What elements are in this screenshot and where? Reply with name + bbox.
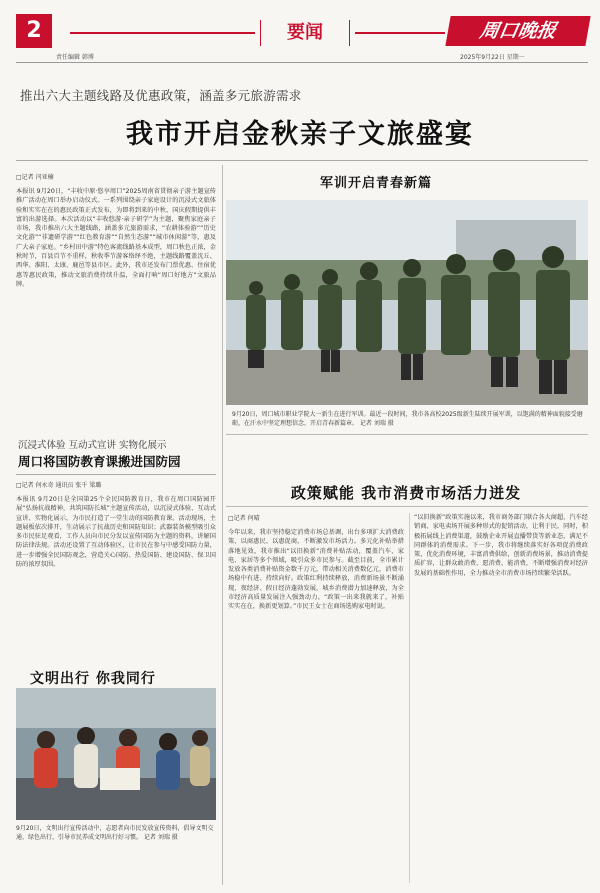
lead-article xyxy=(16,172,216,435)
newspaper-logo: 周口晚报 xyxy=(445,16,590,46)
military-caption: 9月20日，周口城市职业学院大一新生在进行军训。最近一段时间，我市各高校2025级新生陆续开展军训，以饱满的精神面貌接受磨砺，在汗水中坚定理想信念，开启青春新篇章。 记者 刘瑞 摄 xyxy=(232,411,583,427)
defense-kicker: 沉浸式体验 互动式宣讲 实物化展示 xyxy=(18,440,167,451)
lead-byline: □记者 闫亚楠 xyxy=(16,174,54,181)
headline-divider xyxy=(16,160,588,161)
consumption-divider xyxy=(226,506,588,507)
header-divider xyxy=(16,62,588,63)
defense-byline: □记者 何永奇 通讯员 张千 梁璐 xyxy=(16,482,102,489)
caption-divider xyxy=(226,434,588,435)
consumption-byline: □记者 何晴 xyxy=(228,515,260,522)
military-training-photo xyxy=(226,200,588,405)
volunteers-photo xyxy=(16,688,216,820)
defense-headline: 周口将国防教育课搬进国防园 xyxy=(18,454,181,469)
lead-body: 本报讯 9月20日，“丰收中原·悠享周口”2025周南省贯彻亲子游主题宣传推广活动在周口举办启动仪式。一系列围绕亲子家庭设计的沉浸式文旅体验和实实在在的惠民政策正式发布，为即将到来的中秋、国庆假期提供丰富的出游选择。本次活动以“丰收悠游·亲子研学”为主题，聚焦家庭亲子市场，我市推出六大主题线路，涵盖多元旅游需求，“农耕体验游”“历史文化游”“非遗研学游”“红色教育游”“自然生态游”“城市休闲游”等，惠及广大亲子家庭。“乡村田中游”特色客流线路基本成型，周口秋色正浓，金秋时节，百县百节不重样，秋收季节游客络绎不绝，主题线路覆盖沈丘、西华、淮阳、太康、鹿邑等县市区。此外，我市还发布门票优惠、住宿优惠等惠民政策，推动文旅消费持续升温，全面打响“周口好地方”文旅品牌。 xyxy=(16,188,216,288)
page-number: 2 xyxy=(16,14,52,48)
header-rule-left xyxy=(70,32,255,34)
consumption-column-a xyxy=(228,513,404,883)
defense-article xyxy=(16,480,216,655)
defense-body: 本报讯 9月20日是全国第25个全民国防教育日，我市在周口国防园开展“弘扬抗战精神，共筑国防长城”主题宣传活动，以沉浸式体验、互动式宣讲、实物化展示，为市民打造了一堂生动的国防教育课。活动现场，主题展板依次排开，生动展示了抗战历史和国防知识；武器装备模型吸引众多市民驻足观看，工作人员向市民分发以宣传国防为主题的资料，讲解国防法律法规。活动还设置了互动体验区，让市民在参与中感受国防力量，进一步增强全民国防观念，营造关心国防、热爱国防、建设国防、保卫国防的浓厚氛围。 xyxy=(16,496,216,569)
column-divider xyxy=(222,165,223,885)
lead-kicker: 推出六大主题线路及优惠政策，涵盖多元旅游需求 xyxy=(20,88,302,103)
lead-headline: 我市开启金秋亲子文旅盛宴 xyxy=(126,119,474,150)
consumption-column-b xyxy=(414,513,588,881)
consumption-body-b: “以旧换新”政策实施以来，我市商务部门联合各大商超、汽车经销商、家电卖场开展多种形式的促销活动，让利于民。同时，积极拓展线上消费渠道，鼓励企业开展直播带货等新业态，满足不同群体的消费需求。下一步，我市将继续落实好各项促消费政策，优化消费环境，丰富消费供给，创新消费场景，推动消费提质扩容，让群众敢消费、愿消费、能消费，不断增强消费对经济发展的基础性作用，全力推动全市消费市场持续繁荣活跃。 xyxy=(414,514,588,577)
consumption-body-a: 今年以来，我市坚持稳定消费市场总基调，出台多项扩大消费政策，以商惠民、以惠促商，不断激发市场活力。多元化补贴举措落地见效，我市推出“以旧换新”消费补贴活动，覆盖汽车、家电、家居等多个领域，吸引众多市民参与。截至目前，全市累计发放各类消费补贴资金数千万元，带动相关消费数亿元，消费市场稳中有进、持续向好。政策红利持续释放，消费新场景不断涌现，夜经济、假日经济蓬勃发展，城乡消费潜力加速释放，为全市经济高质量发展注入强劲动力。“政策一出来我就来了，补贴实实在在，换新更划算。”市民王女士在商场选购家电时说。 xyxy=(228,529,404,611)
editor-info: 责任编辑 韩博 xyxy=(56,54,94,61)
consumption-headline: 政策赋能 我市消费市场活力迸发 xyxy=(290,484,522,502)
section-label: 要闻 xyxy=(260,20,350,46)
column-divider-2 xyxy=(409,513,410,883)
civilized-headline: 文明出行 你我同行 xyxy=(30,671,156,687)
defense-divider xyxy=(16,474,216,475)
civilized-caption: 9月20日，文明出行宣传活动中，志愿者向市民发放宣传资料，倡导文明交通、绿色出行，引导市民养成文明出行好习惯。 记者 刘瑞 摄 xyxy=(16,825,214,841)
issue-date: 2025年9月22日 星期一 xyxy=(460,54,525,61)
military-headline: 军训开启青春新篇 xyxy=(320,176,433,191)
page-header xyxy=(0,0,600,64)
header-rule-right xyxy=(355,32,445,34)
